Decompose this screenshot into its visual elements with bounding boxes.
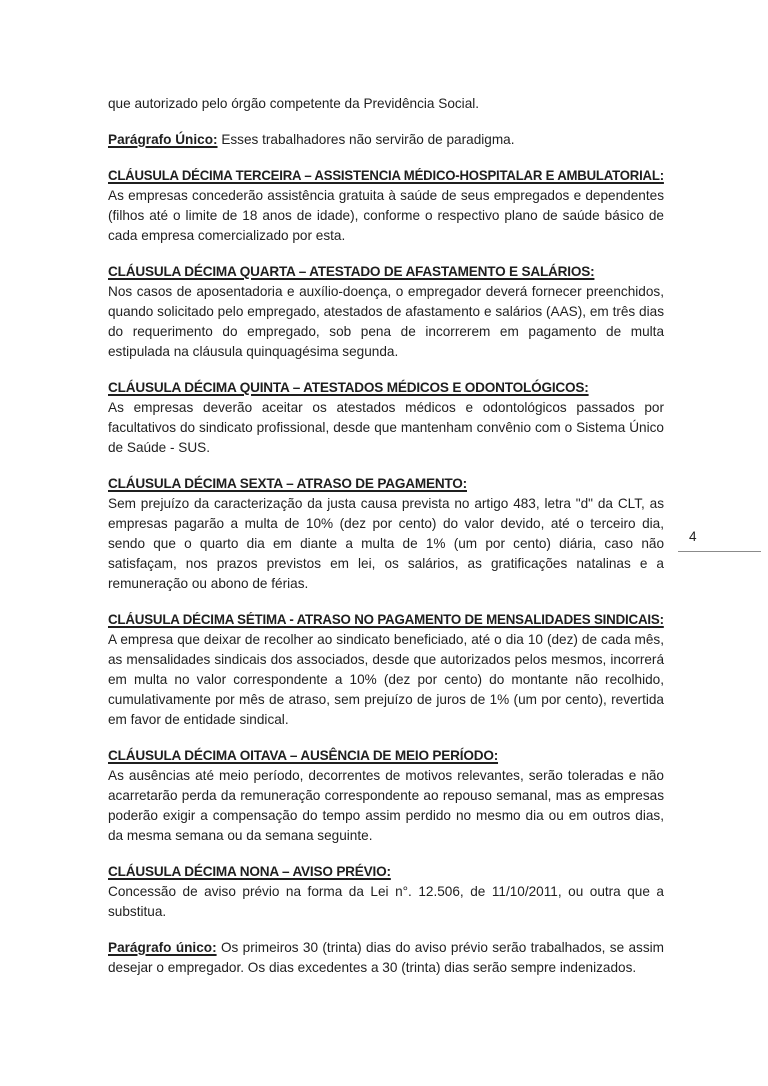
clause-section bbox=[108, 262, 664, 362]
page-number: 4 bbox=[689, 529, 697, 544]
clause-body: Sem prejuízo da caracterização da justa causa prevista no artigo 483, letra "d" da CLT, as empresas pagarão a multa de 10% (dez por cento) do valor devido, até o terceiro dia, sendo que o quarto dia em diante a multa de 1% (um por cento) diária, caso não satisfaçam, nos prazos previstos em lei, os salários, as gratificações natalinas e a remuneração ou abono de férias. bbox=[108, 496, 664, 591]
page-number-block bbox=[678, 527, 761, 552]
clause-body: A empresa que deixar de recolher ao sindicato beneficiado, até o dia 10 (dez) de cada mês, as mensalidades sindicais dos associados, desde que autorizados pelos mesmos, incorrerá em multa no valor correspondente a 10% (dez por cento) do montante não recolhido, cumulativamente por mês de atraso, sem prejuízo de juros de 1% (um por cento), revertida em favor de entidade sindical. bbox=[108, 632, 664, 727]
paragraph bbox=[108, 938, 664, 978]
paragraph-text: que autorizado pelo órgão competente da Previdência Social. bbox=[108, 96, 480, 111]
clause-section bbox=[108, 378, 664, 458]
clause-heading: CLÁUSULA DÉCIMA NONA – AVISO PRÉVIO: bbox=[108, 864, 391, 879]
paragraph-lead: Parágrafo Único: bbox=[108, 132, 218, 147]
clause-body: As empresas deverão aceitar os atestados médicos e odontológicos passados por facultativos do sindicato profissional, desde que mantenham convênio com o Sistema Único de Saúde - SUS. bbox=[108, 400, 664, 455]
document-content bbox=[108, 94, 664, 994]
paragraph bbox=[108, 130, 664, 150]
clause-section bbox=[108, 862, 664, 922]
clause-heading: CLÁUSULA DÉCIMA OITAVA – AUSÊNCIA DE MEIO PERÍODO: bbox=[108, 748, 499, 763]
clause-section bbox=[108, 166, 664, 246]
clause-heading: CLÁUSULA DÉCIMA SEXTA – ATRASO DE PAGAMENTO: bbox=[108, 476, 467, 491]
clause-heading: CLÁUSULA DÉCIMA QUINTA – ATESTADOS MÉDICOS E ODONTOLÓGICOS: bbox=[108, 380, 589, 395]
clause-section bbox=[108, 746, 664, 846]
paragraph bbox=[108, 94, 664, 114]
clause-section bbox=[108, 474, 664, 594]
paragraph-text: Os primeiros 30 (trinta) dias do aviso prévio serão trabalhados, se assim desejar o empregador. Os dias excedentes a 30 (trinta) dias serão sempre indenizados. bbox=[108, 940, 664, 975]
clause-heading: CLÁUSULA DÉCIMA TERCEIRA – ASSISTENCIA MÉDICO-HOSPITALAR E AMBULATORIAL: bbox=[108, 168, 664, 183]
page-number-rule bbox=[678, 551, 761, 552]
clause-body: As empresas concederão assistência gratuita à saúde de seus empregados e dependentes (filhos até o limite de 18 anos de idade), conforme o respectivo plano de saúde básico de cada empresa comercializado por esta. bbox=[108, 188, 664, 243]
clause-heading: CLÁUSULA DÉCIMA SÉTIMA - ATRASO NO PAGAMENTO DE MENSALIDADES SINDICAIS: bbox=[108, 612, 664, 627]
clause-body: Concessão de aviso prévio na forma da Lei n°. 12.506, de 11/10/2011, ou outra que a substitua. bbox=[108, 884, 664, 919]
paragraph-lead: Parágrafo único: bbox=[108, 940, 217, 955]
paragraph-text: Esses trabalhadores não servirão de paradigma. bbox=[221, 132, 515, 147]
clause-body: As ausências até meio período, decorrentes de motivos relevantes, serão toleradas e não acarretarão perda da remuneração correspondente ao repouso semanal, mas as empresas poderão exigir a compensação do tempo assim perdido no mesmo dia ou em outros dias, da mesma semana ou da semana seguinte. bbox=[108, 768, 664, 843]
clause-body: Nos casos de aposentadoria e auxílio-doença, o empregador deverá fornecer preenchidos, quando solicitado pelo empregado, atestados de afastamento e salários (AAS), em três dias do requerimento do empregado, sob pena de incorrerem em pagamento de multa estipulada na cláusula quinquagésima segunda. bbox=[108, 284, 664, 359]
clause-section bbox=[108, 610, 664, 730]
clause-heading: CLÁUSULA DÉCIMA QUARTA – ATESTADO DE AFASTAMENTO E SALÁRIOS: bbox=[108, 264, 595, 279]
